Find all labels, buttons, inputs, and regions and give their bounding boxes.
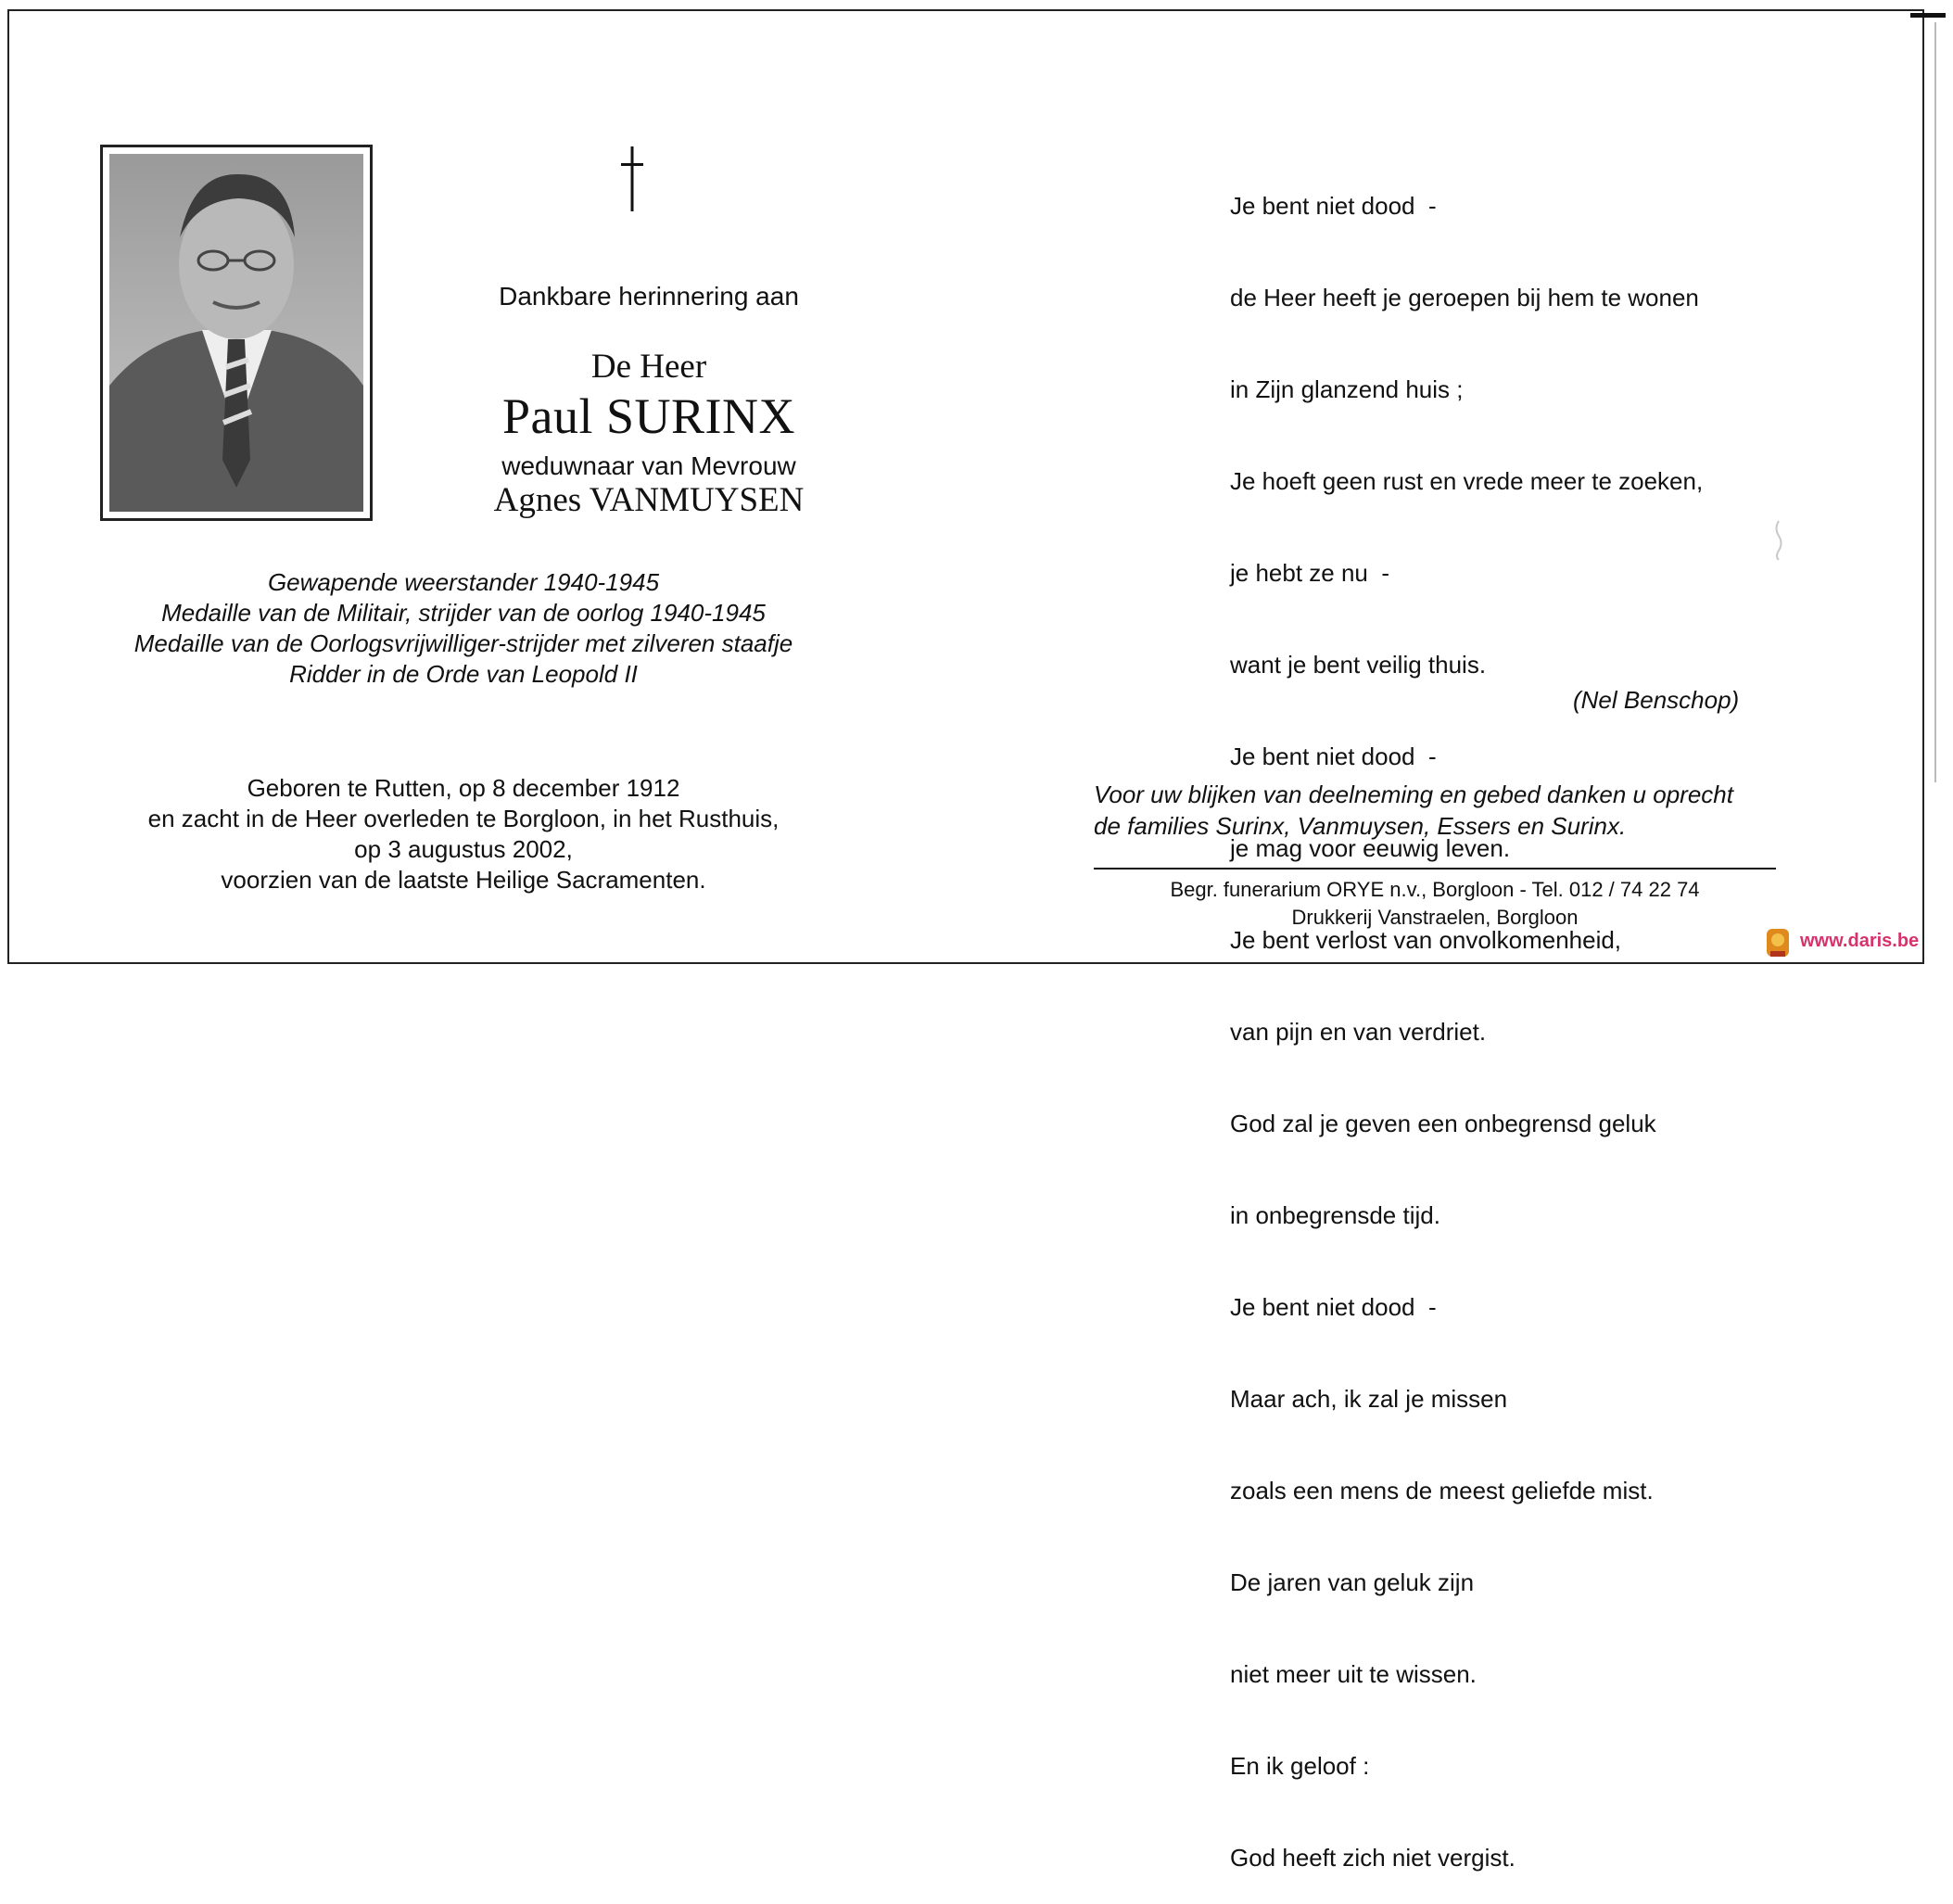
poem [1230,130,1703,1904]
poem-line: Je bent niet dood - [1230,743,1437,770]
poem-line: God heeft zich niet vergist. [1230,1844,1515,1872]
scan-edge-line [1934,22,1936,782]
poem-line: Je hoeft geen rust en vrede meer te zoeken, [1230,467,1704,495]
scan-edge-mark [1910,13,1946,18]
life-details [93,773,834,895]
poem-line: Je bent verlost van onvolkomenheid, [1230,926,1622,954]
honor-line: Medaille van de Militair, strijder van de oorlog 1940-1945 [161,599,766,627]
cross-icon [619,146,645,211]
honor-line: Medaille van de Oorlogsvrijwilliger-strijder met zilveren staafje [133,629,793,657]
poem-line: Je bent niet dood - [1230,192,1437,220]
poem-line: Maar ach, ik zal je missen [1230,1385,1508,1413]
divider [1094,868,1776,869]
poem-line: En ik geloof : [1230,1752,1370,1780]
portrait-photo [109,154,363,512]
poem-line: je hebt ze nu - [1230,559,1389,587]
thanks-line: de families Surinx, Vanmuysen, Essers en Surinx. [1094,812,1627,840]
poem-line: De jaren van geluk zijn [1230,1568,1475,1596]
poem-line: van pijn en van verdriet. [1230,1018,1487,1046]
deceased-name: Paul SURINX [501,388,796,444]
watermark[interactable] [1765,925,1941,962]
poem-line: in onbegrensde tijd. [1230,1201,1440,1229]
portrait-frame [100,145,373,521]
watermark-text[interactable]: www.daris.be [1800,931,1920,951]
poem-line: zoals een mens de meest geliefde mist. [1230,1477,1654,1504]
life-line: en zacht in de Heer overleden te Borgloon, in het Rusthuis, [147,805,780,832]
poem-line: de Heer heeft je geroepen bij hem te wonen [1230,284,1699,311]
poem-line: in Zijn glanzend huis ; [1230,375,1464,403]
thanks-line: Voor uw blijken van deelneming en gebed danken u oprecht [1094,781,1733,808]
honors-list [93,567,834,690]
poem-author: (Nel Benschop) [1573,686,1740,714]
lion-logo-icon [1765,925,1791,960]
spouse-name: Agnes VANMUYSEN [493,481,805,519]
thanks-text [1094,779,1798,842]
poem-line: want je bent veilig thuis. [1230,651,1487,679]
life-line: voorzien van de laatste Heilige Sacramenten. [221,866,706,894]
printer: Drukkerij Vanstraelen, Borgloon [1291,906,1579,929]
funeral-home: Begr. funerarium ORYE n.v., Borgloon - Tel. 012 / 74 22 74 [1170,878,1700,901]
poem-line: Je bent niet dood - [1230,1293,1437,1321]
poem-line: God zal je geven een onbegrensd geluk [1230,1110,1656,1137]
poem-line: niet meer uit te wissen. [1230,1660,1477,1688]
intro-text: Dankbare herinnering aan [499,282,799,311]
widower-text: weduwnaar van Mevrouw [501,451,796,480]
honor-line: Ridder in de Orde van Leopold II [289,660,638,688]
honor-line: Gewapende weerstander 1940-1945 [267,568,660,596]
scan-artifact [1772,519,1785,562]
life-line: op 3 augustus 2002, [354,835,573,863]
footer [1094,876,1776,932]
poem-line: je mag voor eeuwig leven. [1230,834,1511,862]
life-line: Geboren te Rutten, op 8 december 1912 [247,774,680,802]
deceased-title: De Heer [590,348,707,386]
